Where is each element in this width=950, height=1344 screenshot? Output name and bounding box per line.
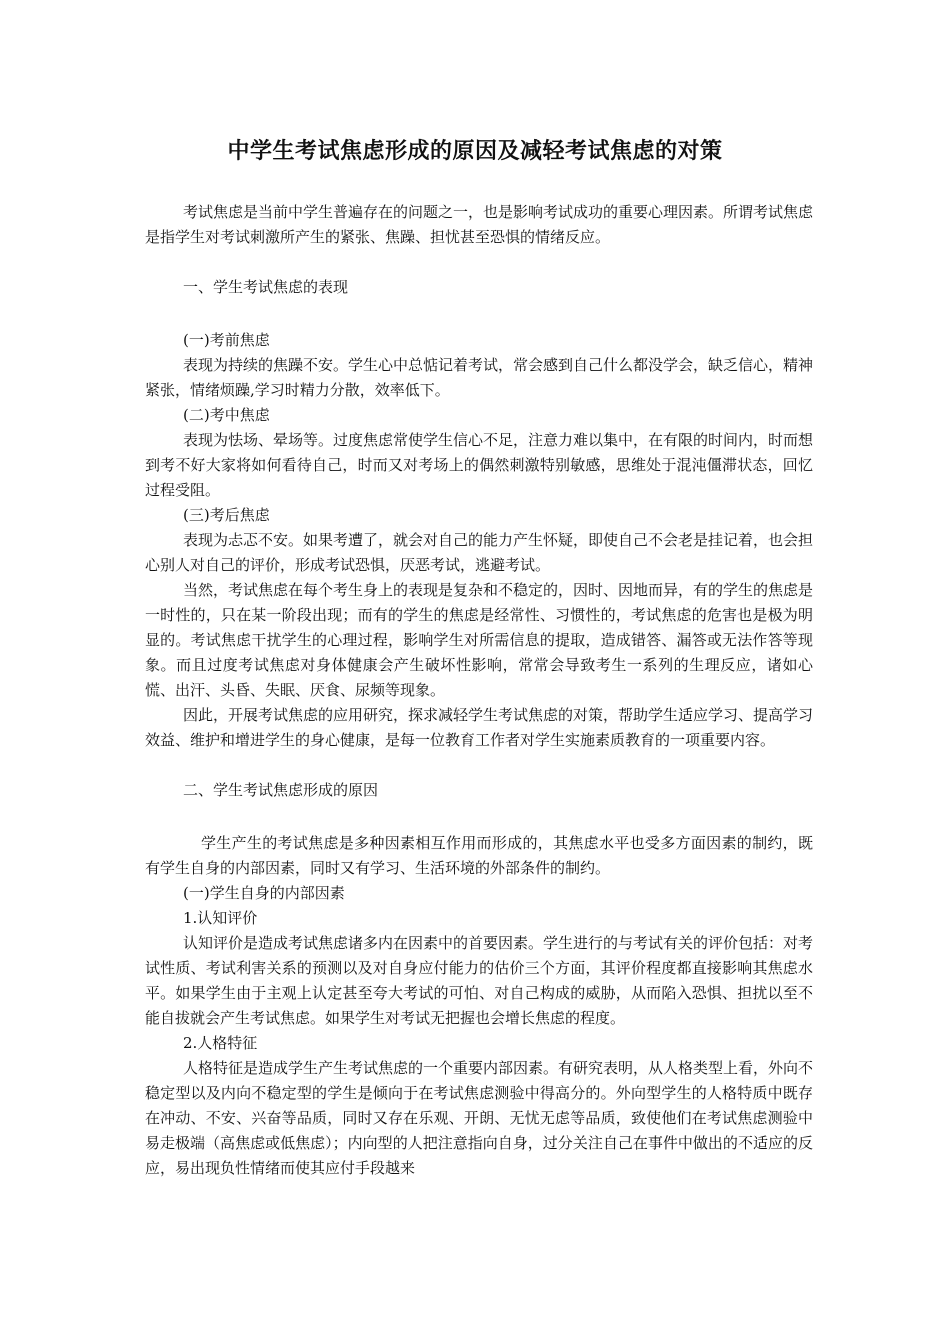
section2-heading: 二、学生考试焦虑形成的原因 xyxy=(183,781,379,799)
section1-paragraph-b: 因此，开展考试焦虑的应用研究，探求减轻学生考试焦虑的对策，帮助学生适应学习、提高学习效益、维护和增进学生的身心健康，是每一位教育工作者对学生实施素质教育的一项重要内容。 xyxy=(145,706,814,749)
section2-item2-text: 人格特征是造成学生产生考试焦虑的一个重要内部因素。有研究表明，从人格类型上看，外向不稳定型以及内向不稳定型的学生是倾向于在考试焦虑测验中得高分的。外向型学生的人格特质中既存在冲动、不安、兴奋等品质，同时又存在乐观、开朗、无忧无虑等品质，致使他们在考试焦虑测验中易走极端（高焦虑或低焦虑）；内向型的人把注意指向自身，过分关注自己在事件中做出的不适应的反应，易出现负性情绪而使其应付手段越来 xyxy=(145,1059,814,1177)
intro-paragraph: 考试焦虑是当前中学生普遍存在的问题之一，也是影响考试成功的重要心理因素。所谓考试焦虑是指学生对考试刺激所产生的紧张、焦躁、担忧甚至恐惧的情绪反应。 xyxy=(145,203,814,246)
section1-paragraph-a: 当然，考试焦虑在每个考生身上的表现是复杂和不稳定的，因时、因地而异，有的学生的焦虑是一时性的，只在某一阶段出现；而有的学生的焦虑是经常性、习惯性的，考试焦虑的危害也是极为明显的。考试焦虑干扰学生的心理过程，影响学生对所需信息的提取，造成错答、漏答或无法作答等现象。而且过度考试焦虑对身体健康会产生破坏性影响，常常会导致考生一系列的生理反应，诸如心慌、出汗、头昏、失眠、厌食、尿频等现象。 xyxy=(145,581,814,699)
section2-intro: 学生产生的考试焦虑是多种因素相互作用而形成的，其焦虑水平也受多方面因素的制约，既有学生自身的内部因素，同时又有学习、生活环境的外部条件的制约。 xyxy=(145,834,813,877)
section1-heading: 一、学生考试焦虑的表现 xyxy=(183,278,349,296)
section1-sub1-text: 表现为持续的焦躁不安。学生心中总惦记着考试，常会感到自己什么都没学会，缺乏信心，精神紧张，情绪烦躁,学习时精力分散，效率低下。 xyxy=(145,356,814,399)
document-title: 中学生考试焦虑形成的原因及减轻考试焦虑的对策 xyxy=(227,139,723,164)
section1-sub3-text: 表现为忐忑不安。如果考遭了，就会对自己的能力产生怀疑，即使自己不会老是挂记着，也会担心别人对自己的评价，形成考试恐惧，厌恶考试，逃避考试。 xyxy=(145,531,814,574)
document-body xyxy=(145,200,813,1181)
section1-sub1-heading: (一)考前焦虑 xyxy=(183,331,270,349)
section2-item1-text: 认知评价是造成考试焦虑诸多内在因素中的首要因素。学生进行的与考试有关的评价包括：对考试性质、考试利害关系的预测以及对自身应付能力的估价三个方面，其评价程度都直接影响其焦虑水平。如果学生由于主观上认定甚至夸大考试的可怕、对自己构成的威胁，从而陷入恐惧、担扰以至不能自拔就会产生考试焦虑。如果学生对考试无把握也会增长焦虑的程度。 xyxy=(145,934,814,1027)
section2-sub1-heading: (一)学生自身的内部因素 xyxy=(183,884,345,902)
section2-item2-heading: 2.人格特征 xyxy=(183,1034,258,1052)
section1-sub2-text: 表现为怯场、晕场等。过度焦虑常使学生信心不足，注意力难以集中，在有限的时间内，时而想到考不好大家将如何看待自己，时而又对考场上的偶然刺激特别敏感，思维处于混沌僵滞状态，回忆过程受阻。 xyxy=(145,431,814,499)
section1-sub3-heading: (三)考后焦虑 xyxy=(183,506,270,524)
section2-item1-heading: 1.认知评价 xyxy=(183,909,258,927)
section1-sub2-heading: (二)考中焦虑 xyxy=(183,406,270,424)
